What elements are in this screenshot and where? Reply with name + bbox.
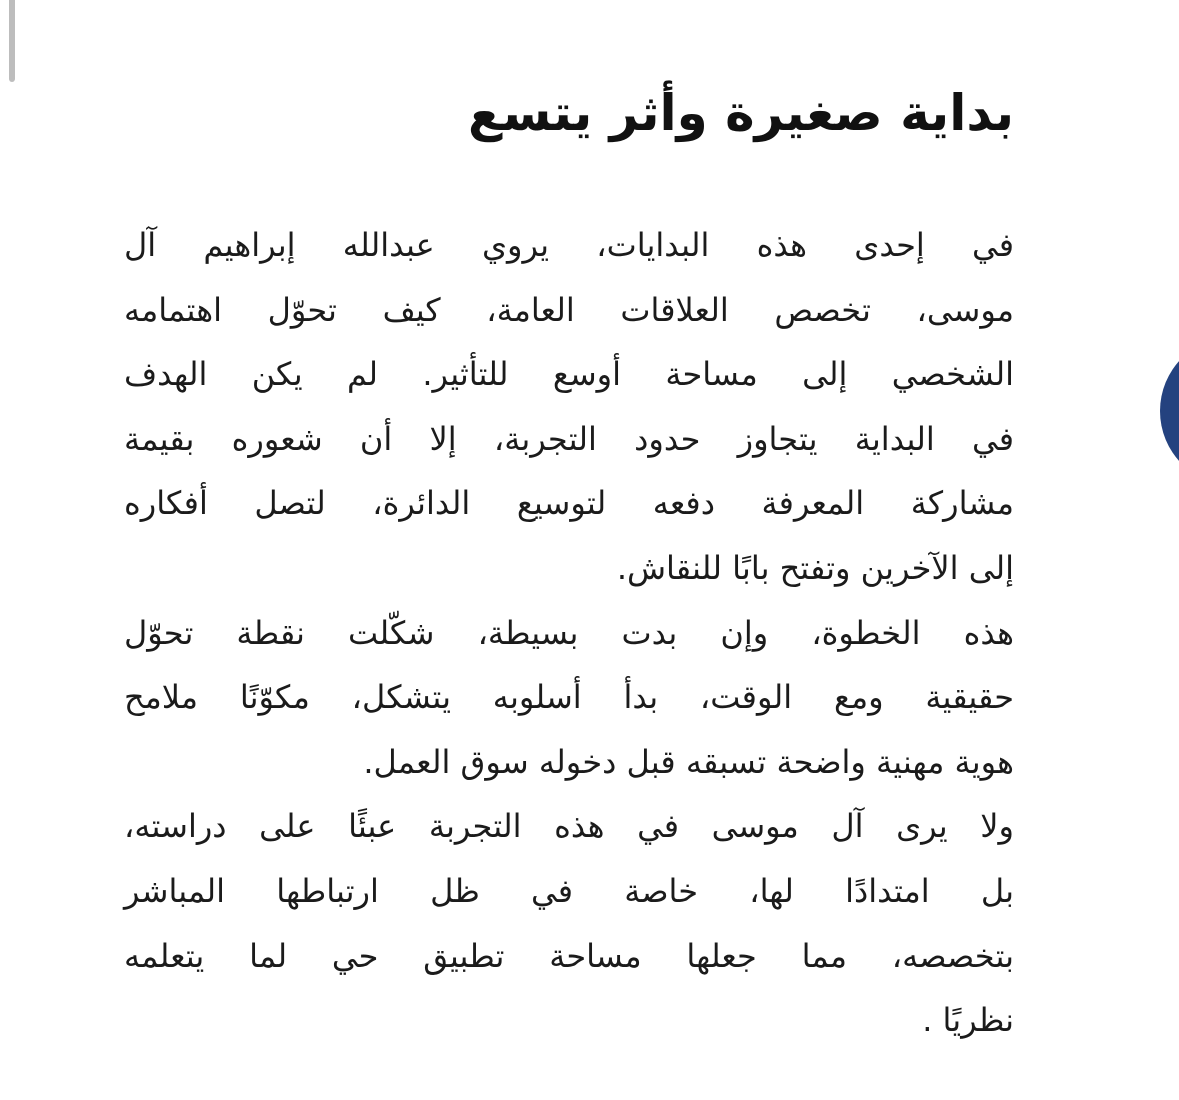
article-line: مشاركة المعرفة دفعه لتوسيع الدائرة، لتصل أفكاره (124, 484, 1014, 523)
article-line: الشخصي إلى مساحة أوسع للتأثير. لم يكن الهدف (124, 355, 1014, 394)
article-body (124, 213, 1014, 1053)
article-line: إلى الآخرين وتفتح بابًا للنقاش. (616, 548, 1014, 587)
article-line: ولا يرى آل موسى في هذه التجربة عبئًا على دراسته، (124, 807, 1014, 846)
decorative-blue-circle (1160, 336, 1179, 486)
article-line: موسى، تخصص العلاقات العامة، كيف تحوّل اهتمامه (124, 290, 1014, 329)
article-headline: بداية صغيرة وأثر يتسع (468, 84, 1014, 142)
article-line: هوية مهنية واضحة تسبقه قبل دخوله سوق العمل. (363, 742, 1014, 781)
article-line: بتخصصه، مما جعلها مساحة تطبيق حي لما يتعلمه (124, 936, 1014, 975)
scroll-indicator[interactable] (9, 0, 15, 82)
article-line: في إحدى هذه البدايات، يروي عبدالله إبراهيم آل (124, 226, 1014, 264)
article-line: بل امتدادًا لها، خاصة في ظل ارتباطها المباشر (124, 871, 1014, 910)
article-line: حقيقية ومع الوقت، بدأ أسلوبه يتشكل، مكوّنًا ملامح (124, 678, 1014, 717)
article-line: هذه الخطوة، وإن بدت بسيطة، شكّلت نقطة تحوّل (124, 613, 1014, 652)
article-line: في البداية يتجاوز حدود التجربة، إلا أن شعوره بقيمة (124, 419, 1014, 458)
article-line: نظريًا . (922, 1001, 1014, 1040)
